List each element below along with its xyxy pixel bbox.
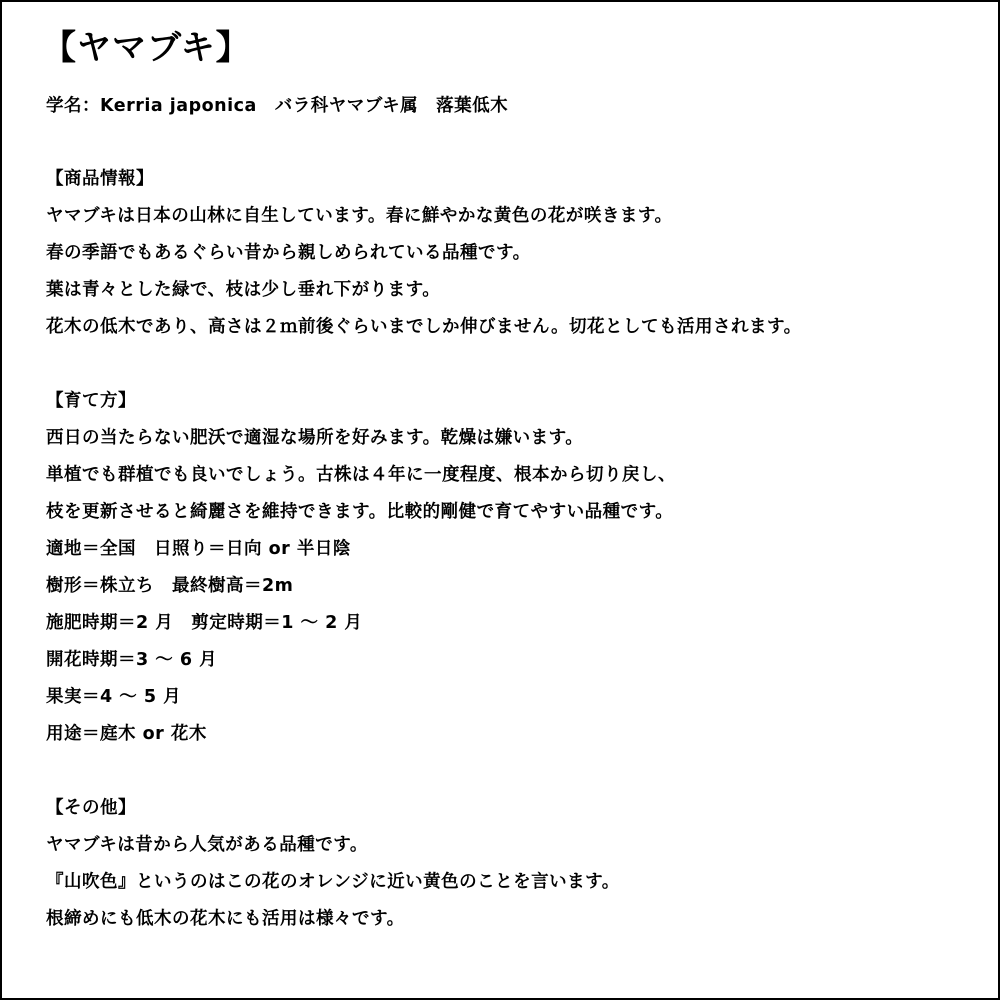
care-spec-line: 果実＝4 ～ 5 月 <box>46 687 182 707</box>
section-heading-other: 【その他】 <box>46 798 136 818</box>
care-line: 西日の当たらない肥沃で適湿な場所を好みます。乾燥は嫌います。 <box>46 428 584 448</box>
other-line: ヤマブキは昔から人気がある品種です。 <box>46 835 368 855</box>
care-spec-line: 適地＝全国 日照り＝日向 or 半日陰 <box>46 539 351 559</box>
care-spec-line: 用途＝庭木 or 花木 <box>46 724 207 744</box>
scientific-name-line: 学名：Kerria japonica バラ科ヤマブキ属 落葉低木 <box>46 96 509 116</box>
care-spec-line: 開花時期＝3 ～ 6 月 <box>46 650 218 670</box>
info-line: ヤマブキは日本の山林に自生しています。春に鮮やかな黄色の花が咲きます。 <box>46 206 673 226</box>
care-line: 枝を更新させると綺麗さを維持できます。比較的剛健で育てやすい品種です。 <box>46 502 674 522</box>
care-line: 単植でも群植でも良いでしょう。古株は４年に一度程度、根本から切り戻し、 <box>46 465 676 485</box>
section-heading-info: 【商品情報】 <box>46 169 154 189</box>
section-heading-care: 【育て方】 <box>46 391 136 411</box>
info-line: 花木の低木であり、高さは２ｍ前後ぐらいまでしか伸びません。切花としても活用されます。 <box>46 317 802 337</box>
info-line: 葉は青々とした緑で、枝は少し垂れ下がります。 <box>46 280 441 300</box>
info-line: 春の季語でもあるぐらい昔から親しめられている品種です。 <box>46 243 531 263</box>
other-line: 根締めにも低木の花木にも活用は様々です。 <box>46 909 405 929</box>
page-title: 【ヤマブキ】 <box>42 28 251 68</box>
other-line: 『山吹色』というのはこの花のオレンジに近い黄色のことを言います。 <box>46 872 620 892</box>
care-spec-line: 施肥時期＝2 月 剪定時期＝1 ～ 2 月 <box>46 613 363 633</box>
care-spec-line: 樹形＝株立ち 最終樹高＝2m <box>46 576 294 596</box>
